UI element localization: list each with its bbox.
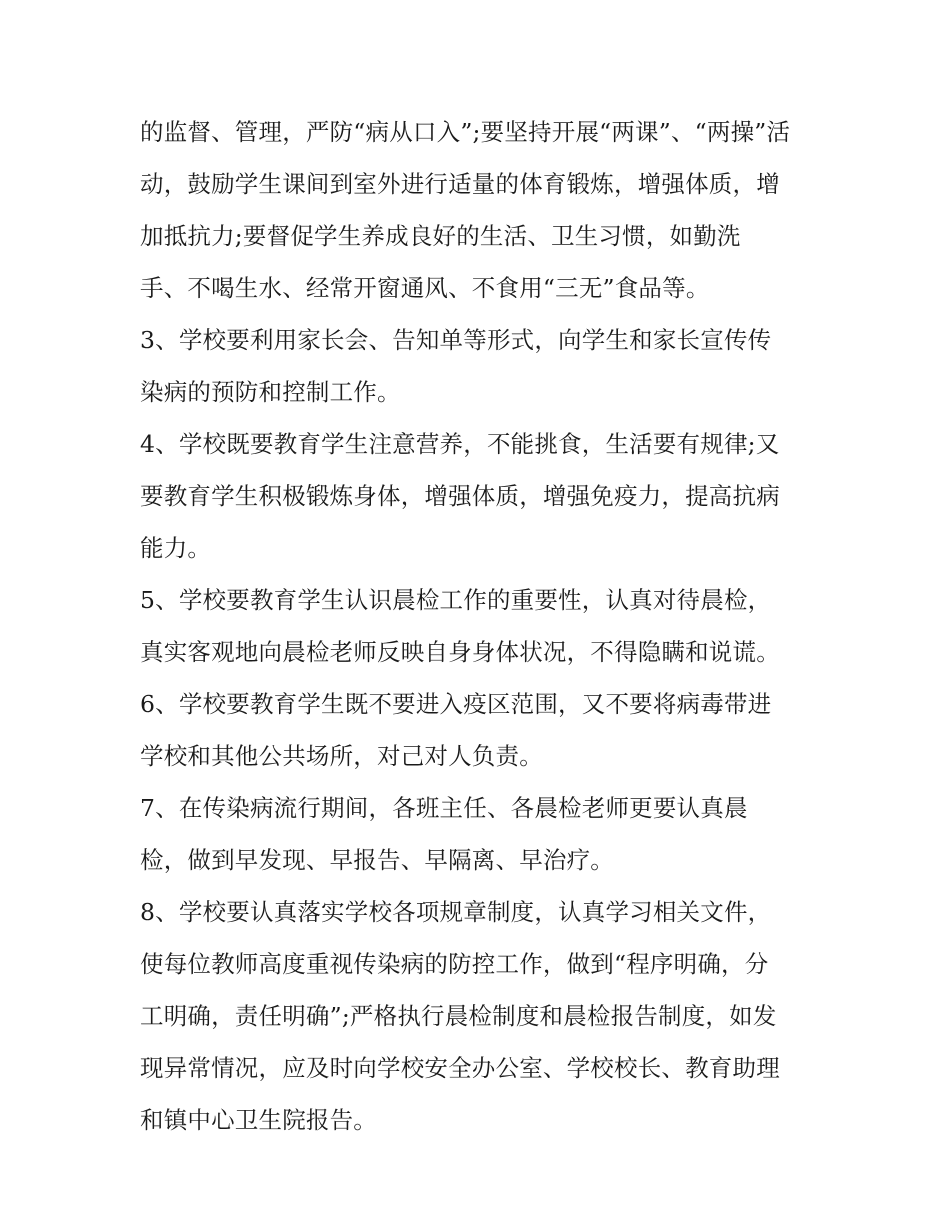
paragraph-6-line: 6、学校要教育学生既不要进入疫区范围，又不要将病毒带进 — [140, 690, 772, 718]
text-line: 的监督、管理，严防“病从口入”;要坚持开展“两课”、“两操”活 — [140, 118, 791, 146]
paragraph-6-line: 学校和其他公共场所，对己对人负责。 — [140, 742, 543, 770]
paragraph-8-line: 现异常情况，应及时向学校安全办公室、学校校长、教育助理 — [140, 1054, 780, 1082]
document-body — [140, 106, 830, 1146]
text-line: 动，鼓励学生课间到室外进行适量的体育锻炼，增强体质，增 — [140, 170, 780, 198]
paragraph-5-line: 5、学校要教育学生认识晨检工作的重要性，认真对待晨检， — [140, 586, 772, 614]
paragraph-4-line: 能力。 — [140, 534, 212, 562]
paragraph-4-line: 4、学校既要教育学生注意营养，不能挑食，生活要有规律;又 — [140, 430, 780, 458]
paragraph-5-line: 真实客观地向晨检老师反映自身身体状况，不得隐瞒和说谎。 — [140, 638, 780, 666]
paragraph-8-line: 8、学校要认真落实学校各项规章制度，认真学习相关文件， — [140, 898, 772, 926]
paragraph-8-line: 工明确，责任明确”;严格执行晨检制度和晨检报告制度，如发 — [140, 1002, 777, 1030]
paragraph-8-line: 和镇中心卫生院报告。 — [140, 1106, 377, 1134]
text-line: 手、不喝生水、经常开窗通风、不食用“三无”食品等。 — [140, 274, 710, 302]
paragraph-8-line: 使每位教师高度重视传染病的防控工作，做到“程序明确，分 — [140, 950, 769, 978]
paragraph-3-line: 染病的预防和控制工作。 — [140, 378, 401, 406]
paragraph-7-line: 7、在传染病流行期间，各班主任、各晨检老师更要认真晨 — [140, 794, 748, 822]
paragraph-4-line: 要教育学生积极锻炼身体，增强体质，增强免疫力，提高抗病 — [140, 482, 780, 510]
paragraph-3-line: 3、学校要利用家长会、告知单等形式，向学生和家长宣传传 — [140, 326, 772, 354]
paragraph-7-line: 检，做到早发现、早报告、早隔离、早治疗。 — [140, 846, 614, 874]
text-line: 加抵抗力;要督促学生养成良好的生活、卫生习惯，如勤洗 — [140, 222, 741, 250]
